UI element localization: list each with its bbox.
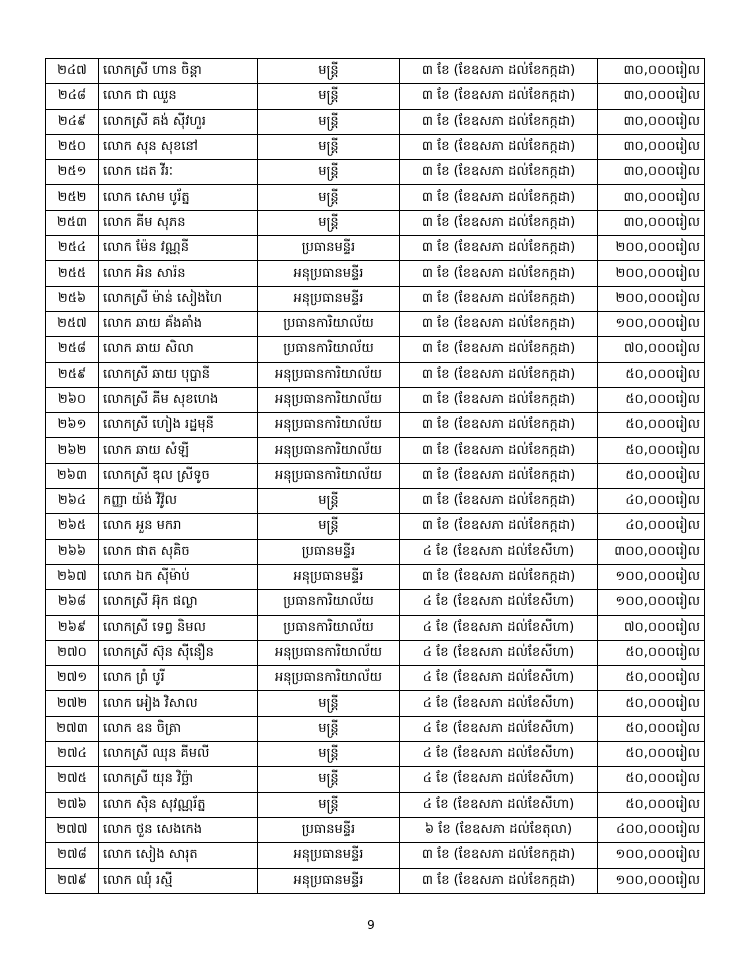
- amount-cell: ៣០,០០០រៀល: [598, 134, 705, 159]
- amount-cell: ៣០,០០០រៀល: [598, 109, 705, 134]
- table-row: [46, 438, 705, 463]
- name-cell: លោក ឧន ចិត្រា: [99, 716, 258, 741]
- position-cell: ប្រធានមន្ទីរ: [258, 817, 400, 842]
- row-number-cell: ២៥៧: [46, 311, 99, 336]
- position-cell: ប្រធានមន្ទីរ: [258, 236, 400, 261]
- row-number-cell: ២៧៩: [46, 868, 99, 893]
- row-number-cell: ២៧៧: [46, 817, 99, 842]
- name-cell: លោក ថួន សេងកេង: [99, 817, 258, 842]
- amount-cell: ៣០,០០០រៀល: [598, 210, 705, 235]
- table-row: [46, 868, 705, 893]
- amount-cell: ៥០,០០០រៀល: [598, 413, 705, 438]
- row-number-cell: ២៧០: [46, 640, 99, 665]
- position-cell: ប្រធានការិយាល័យ: [258, 615, 400, 640]
- amount-cell: ៤០,០០០រៀល: [598, 489, 705, 514]
- position-cell: មន្ត្រី: [258, 691, 400, 716]
- table-row: [46, 742, 705, 767]
- duration-cell: ៤ ខែ (ខែឧសភា ដល់ខែសីហា): [400, 767, 598, 792]
- name-cell: លោក សុន សុខនៅ: [99, 134, 258, 159]
- name-cell: លោកស្រី ម៉ាន់ សៀងហៃ: [99, 286, 258, 311]
- row-number-cell: ២៥៩: [46, 362, 99, 387]
- table-row: [46, 286, 705, 311]
- duration-cell: ៣ ខែ (ខែឧសភា ដល់ខែកក្កដា): [400, 59, 598, 84]
- table-row: [46, 792, 705, 817]
- duration-cell: ៤ ខែ (ខែឧសភា ដល់ខែសីហា): [400, 792, 598, 817]
- amount-cell: ៥០,០០០រៀល: [598, 767, 705, 792]
- name-cell: លោកស្រី អ៊ុក ផល្លា: [99, 590, 258, 615]
- row-number-cell: ២៥៨: [46, 337, 99, 362]
- duration-cell: ៤ ខែ (ខែឧសភា ដល់ខែសីហា): [400, 716, 598, 741]
- position-cell: មន្ត្រី: [258, 160, 400, 185]
- position-cell: មន្ត្រី: [258, 109, 400, 134]
- duration-cell: ៣ ខែ (ខែឧសភា ដល់ខែកក្កដា): [400, 109, 598, 134]
- row-number-cell: ២៦៤: [46, 489, 99, 514]
- name-cell: លោកស្រី ទេព្វ និមល: [99, 615, 258, 640]
- name-cell: លោក ឆាយ សំឡី: [99, 438, 258, 463]
- row-number-cell: ២៦២: [46, 438, 99, 463]
- duration-cell: ៤ ខែ (ខែឧសភា ដល់ខែសីហា): [400, 742, 598, 767]
- row-number-cell: ២៦៥: [46, 514, 99, 539]
- name-cell: លោកស្រី ឆាយ បុប្ផានី: [99, 362, 258, 387]
- position-cell: មន្ត្រី: [258, 134, 400, 159]
- name-cell: លោកស្រី ហៀង រដ្ឋមុនី: [99, 413, 258, 438]
- row-number-cell: ២៧៣: [46, 716, 99, 741]
- amount-cell: ៥០,០០០រៀល: [598, 640, 705, 665]
- table-row: [46, 109, 705, 134]
- duration-cell: ៣ ខែ (ខែឧសភា ដល់ខែកក្កដា): [400, 185, 598, 210]
- row-number-cell: ២៦៦: [46, 539, 99, 564]
- duration-cell: ៣ ខែ (ខែឧសភា ដល់ខែកក្កដា): [400, 387, 598, 412]
- table-row: [46, 666, 705, 691]
- row-number-cell: ២៦០: [46, 387, 99, 412]
- table-row: [46, 362, 705, 387]
- row-number-cell: ២៦៨: [46, 590, 99, 615]
- table-body: [46, 59, 705, 894]
- name-cell: លោកស្រី គង់ ស៊ីវហួរ: [99, 109, 258, 134]
- position-cell: មន្ត្រី: [258, 792, 400, 817]
- amount-cell: ២០០,០០០រៀល: [598, 261, 705, 286]
- position-cell: អនុប្រធានការិយាល័យ: [258, 640, 400, 665]
- amount-cell: ១០០,០០០រៀល: [598, 311, 705, 336]
- amount-cell: ២០០,០០០រៀល: [598, 236, 705, 261]
- position-cell: ប្រធានការិយាល័យ: [258, 311, 400, 336]
- amount-cell: ៥០,០០០រៀល: [598, 438, 705, 463]
- duration-cell: ៣ ខែ (ខែឧសភា ដល់ខែកក្កដា): [400, 311, 598, 336]
- amount-cell: ៥០,០០០រៀល: [598, 691, 705, 716]
- duration-cell: ៦ ខែ (ខែឧសភា ដល់ខែតុលា): [400, 817, 598, 842]
- amount-cell: ១០០,០០០រៀល: [598, 843, 705, 868]
- name-cell: លោក ផាត សុគិច: [99, 539, 258, 564]
- row-number-cell: ២៦១: [46, 413, 99, 438]
- position-cell: មន្ត្រី: [258, 716, 400, 741]
- duration-cell: ៤ ខែ (ខែឧសភា ដល់ខែសីហា): [400, 590, 598, 615]
- row-number-cell: ២៦៣: [46, 463, 99, 488]
- position-cell: ប្រធានការិយាល័យ: [258, 337, 400, 362]
- duration-cell: ៣ ខែ (ខែឧសភា ដល់ខែកក្កដា): [400, 514, 598, 539]
- amount-cell: ៥០,០០០រៀល: [598, 792, 705, 817]
- amount-cell: ៤០០,០០០រៀល: [598, 817, 705, 842]
- row-number-cell: ២៥២: [46, 185, 99, 210]
- name-cell: លោកស្រី គីម សុខហេង: [99, 387, 258, 412]
- name-cell: លោក ឆាយ សិលា: [99, 337, 258, 362]
- row-number-cell: ២៥១: [46, 160, 99, 185]
- position-cell: មន្ត្រី: [258, 84, 400, 109]
- duration-cell: ៣ ខែ (ខែឧសភា ដល់ខែកក្កដា): [400, 210, 598, 235]
- row-number-cell: ២៧៦: [46, 792, 99, 817]
- duration-cell: ៣ ខែ (ខែឧសភា ដល់ខែកក្កដា): [400, 134, 598, 159]
- duration-cell: ៣ ខែ (ខែឧសភា ដល់ខែកក្កដា): [400, 261, 598, 286]
- name-cell: លោក ជា ឈួន: [99, 84, 258, 109]
- table-row: [46, 59, 705, 84]
- amount-cell: ៥០,០០០រៀល: [598, 362, 705, 387]
- table-row: [46, 564, 705, 589]
- table-row: [46, 843, 705, 868]
- duration-cell: ៣ ខែ (ខែឧសភា ដល់ខែកក្កដា): [400, 564, 598, 589]
- position-cell: អនុប្រធានការិយាល័យ: [258, 666, 400, 691]
- position-cell: អនុប្រធានមន្ទីរ: [258, 564, 400, 589]
- position-cell: អនុប្រធានមន្ទីរ: [258, 261, 400, 286]
- amount-cell: ៣០,០០០រៀល: [598, 84, 705, 109]
- row-number-cell: ២៥៥: [46, 261, 99, 286]
- amount-cell: ៣០,០០០រៀល: [598, 185, 705, 210]
- position-cell: មន្ត្រី: [258, 210, 400, 235]
- row-number-cell: ២៥៦: [46, 286, 99, 311]
- amount-cell: ៣០០,០០០រៀល: [598, 539, 705, 564]
- duration-cell: ៣ ខែ (ខែឧសភា ដល់ខែកក្កដា): [400, 286, 598, 311]
- amount-cell: ៥០,០០០រៀល: [598, 463, 705, 488]
- row-number-cell: ២៦៩: [46, 615, 99, 640]
- name-cell: លោក ម៉ែន វណ្ណនី: [99, 236, 258, 261]
- duration-cell: ៣ ខែ (ខែឧសភា ដល់ខែកក្កដា): [400, 160, 598, 185]
- table-row: [46, 716, 705, 741]
- name-cell: លោក អួន មករា: [99, 514, 258, 539]
- row-number-cell: ២៥៣: [46, 210, 99, 235]
- name-cell: លោក គីម សុភន: [99, 210, 258, 235]
- position-cell: អនុប្រធានមន្ទីរ: [258, 843, 400, 868]
- amount-cell: ២០០,០០០រៀល: [598, 286, 705, 311]
- position-cell: អនុប្រធានការិយាល័យ: [258, 362, 400, 387]
- amount-cell: ៥០,០០០រៀល: [598, 387, 705, 412]
- name-cell: លោក ឈុំ រស្មី: [99, 868, 258, 893]
- duration-cell: ៣ ខែ (ខែឧសភា ដល់ខែកក្កដា): [400, 236, 598, 261]
- table-row: [46, 185, 705, 210]
- name-cell: លោក សៀង សារុត: [99, 843, 258, 868]
- amount-cell: ៣០,០០០រៀល: [598, 59, 705, 84]
- amount-cell: ១០០,០០០រៀល: [598, 868, 705, 893]
- name-cell: កញ្ញា យ៉ង់ វិវ៉ូល: [99, 489, 258, 514]
- table-row: [46, 337, 705, 362]
- table-row: [46, 691, 705, 716]
- duration-cell: ៣ ខែ (ខែឧសភា ដល់ខែកក្កដា): [400, 337, 598, 362]
- position-cell: អនុប្រធានការិយាល័យ: [258, 438, 400, 463]
- amount-cell: ៧០,០០០រៀល: [598, 337, 705, 362]
- position-cell: មន្ត្រី: [258, 489, 400, 514]
- table-row: [46, 817, 705, 842]
- table-row: [46, 463, 705, 488]
- position-cell: មន្ត្រី: [258, 185, 400, 210]
- row-number-cell: ២៧៥: [46, 767, 99, 792]
- table-row: [46, 236, 705, 261]
- name-cell: លោក ស៊ិន សុវណ្ណរ័ត្ន: [99, 792, 258, 817]
- page-number: 9: [367, 918, 375, 932]
- row-number-cell: ២៤៧: [46, 59, 99, 84]
- table-row: [46, 640, 705, 665]
- position-cell: អនុប្រធានការិយាល័យ: [258, 413, 400, 438]
- duration-cell: ៣ ខែ (ខែឧសភា ដល់ខែកក្កដា): [400, 362, 598, 387]
- name-cell: លោក ដេត វីរៈ: [99, 160, 258, 185]
- staff-payment-table: [45, 58, 705, 894]
- duration-cell: ៣ ខែ (ខែឧសភា ដល់ខែកក្កដា): [400, 489, 598, 514]
- position-cell: មន្ត្រី: [258, 514, 400, 539]
- table-row: [46, 387, 705, 412]
- position-cell: ប្រធានមន្ទីរ: [258, 539, 400, 564]
- amount-cell: ១០០,០០០រៀល: [598, 590, 705, 615]
- row-number-cell: ២៤៨: [46, 84, 99, 109]
- table-row: [46, 590, 705, 615]
- duration-cell: ៤ ខែ (ខែឧសភា ដល់ខែសីហា): [400, 539, 598, 564]
- position-cell: អនុប្រធានមន្ទីរ: [258, 868, 400, 893]
- table-row: [46, 311, 705, 336]
- name-cell: លោកស្រី ឌុល ស្រីទូច: [99, 463, 258, 488]
- row-number-cell: ២៥០: [46, 134, 99, 159]
- table-row: [46, 261, 705, 286]
- duration-cell: ៤ ខែ (ខែឧសភា ដល់ខែសីហា): [400, 615, 598, 640]
- duration-cell: ៤ ខែ (ខែឧសភា ដល់ខែសីហា): [400, 691, 598, 716]
- amount-cell: ១០០,០០០រៀល: [598, 564, 705, 589]
- row-number-cell: ២៧១: [46, 666, 99, 691]
- amount-cell: ៥០,០០០រៀល: [598, 742, 705, 767]
- duration-cell: ៣ ខែ (ខែឧសភា ដល់ខែកក្កដា): [400, 843, 598, 868]
- duration-cell: ៣ ខែ (ខែឧសភា ដល់ខែកក្កដា): [400, 463, 598, 488]
- row-number-cell: ២៧៨: [46, 843, 99, 868]
- row-number-cell: ២៤៩: [46, 109, 99, 134]
- name-cell: លោក ឆាយ គ័ងគាំង: [99, 311, 258, 336]
- table-row: [46, 84, 705, 109]
- name-cell: លោកស្រី ឈុន គីមលី: [99, 742, 258, 767]
- amount-cell: ៧០,០០០រៀល: [598, 615, 705, 640]
- document-page: [45, 58, 705, 894]
- position-cell: មន្ត្រី: [258, 767, 400, 792]
- table-row: [46, 539, 705, 564]
- position-cell: មន្ត្រី: [258, 742, 400, 767]
- amount-cell: ៥០,០០០រៀល: [598, 716, 705, 741]
- position-cell: អនុប្រធានការិយាល័យ: [258, 387, 400, 412]
- name-cell: លោក ឯក ស៊ីម៉ាប់: [99, 564, 258, 589]
- duration-cell: ៣ ខែ (ខែឧសភា ដល់ខែកក្កដា): [400, 438, 598, 463]
- table-row: [46, 489, 705, 514]
- duration-cell: ៣ ខែ (ខែឧសភា ដល់ខែកក្កដា): [400, 84, 598, 109]
- row-number-cell: ២៧២: [46, 691, 99, 716]
- table-row: [46, 160, 705, 185]
- duration-cell: ៤ ខែ (ខែឧសភា ដល់ខែសីហា): [400, 666, 598, 691]
- table-row: [46, 514, 705, 539]
- table-row: [46, 413, 705, 438]
- amount-cell: ៣០,០០០រៀល: [598, 160, 705, 185]
- name-cell: លោក អិន សារ៉ន: [99, 261, 258, 286]
- name-cell: លោក ព្រំ បូរី: [99, 666, 258, 691]
- name-cell: លោក អៀង វិសាល: [99, 691, 258, 716]
- name-cell: លោកស្រី ស៊ុន ស៊ីនឿន: [99, 640, 258, 665]
- name-cell: លោក សោម បូរ័ត្ន: [99, 185, 258, 210]
- duration-cell: ៣ ខែ (ខែឧសភា ដល់ខែកក្កដា): [400, 868, 598, 893]
- position-cell: អនុប្រធានការិយាល័យ: [258, 463, 400, 488]
- row-number-cell: ២៦៧: [46, 564, 99, 589]
- position-cell: អនុប្រធានមន្ទីរ: [258, 286, 400, 311]
- table-row: [46, 134, 705, 159]
- duration-cell: ៣ ខែ (ខែឧសភា ដល់ខែកក្កដា): [400, 413, 598, 438]
- duration-cell: ៤ ខែ (ខែឧសភា ដល់ខែសីហា): [400, 640, 598, 665]
- table-row: [46, 767, 705, 792]
- amount-cell: ៥០,០០០រៀល: [598, 666, 705, 691]
- amount-cell: ៤០,០០០រៀល: [598, 514, 705, 539]
- name-cell: លោកស្រី ហាន ចិន្តា: [99, 59, 258, 84]
- row-number-cell: ២៥៤: [46, 236, 99, 261]
- position-cell: ប្រធានការិយាល័យ: [258, 590, 400, 615]
- table-row: [46, 615, 705, 640]
- position-cell: មន្ត្រី: [258, 59, 400, 84]
- name-cell: លោកស្រី យុន វិច្ឆ៉ា: [99, 767, 258, 792]
- table-row: [46, 210, 705, 235]
- row-number-cell: ២៧៤: [46, 742, 99, 767]
